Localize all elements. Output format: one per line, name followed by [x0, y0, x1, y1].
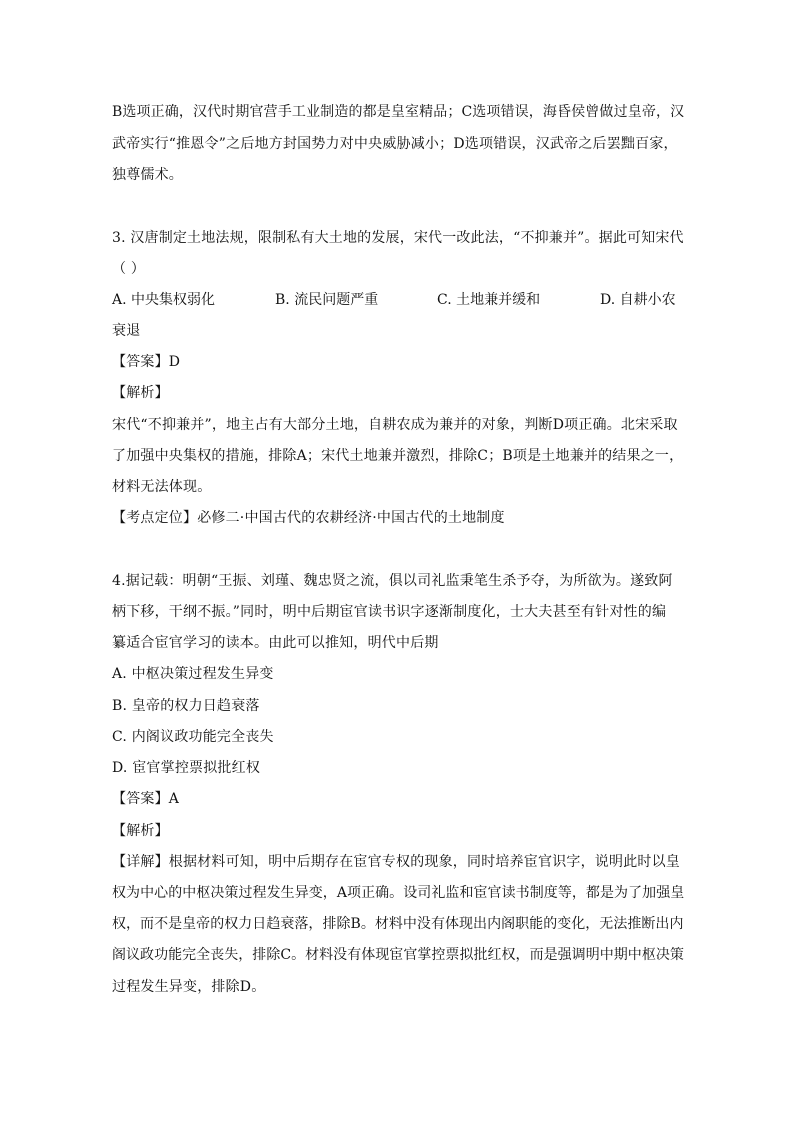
q4-analysis-line-5: 过程发生异变，排除D。: [112, 979, 266, 995]
q3-option-c: C. 土地兼并缓和: [437, 292, 541, 308]
q3-option-a: A. 中央集权弱化: [112, 292, 216, 308]
q3-option-b: B. 流民问题严重: [275, 292, 379, 308]
q3-stem-line-1: 3. 汉唐制定土地法规，限制私有大土地的发展，宋代一改此法，“不抑兼并”。据此可知宋代: [112, 230, 684, 246]
q3-options-row: [112, 291, 684, 309]
q4-option-d: D. 宦官掌控票拟批红权: [112, 760, 261, 776]
q4-option-b: B. 皇帝的权力日趋衰落: [112, 698, 260, 714]
q3-stem-line-2: （ ）: [112, 261, 146, 277]
q4-option-c: C. 内阁议政功能完全丧失: [112, 729, 274, 745]
q3-knowledge-point: 【考点定位】必修二·中国古代的农耕经济·中国古代的土地制度: [112, 510, 505, 526]
q3-option-d-continued: 衰退: [112, 323, 141, 339]
q4-stem-line-3: 纂适合宦官学习的读本。由此可以推知，明代中后期: [112, 635, 439, 651]
q4-analysis-line-3: 权，而不是皇帝的权力日趋衰落，排除B。材料中没有体现出内阁职能的变化，无法推断出内: [112, 916, 684, 932]
q4-stem-line-2: 柄下移，干纲不振。”同时，明中后期宦官读书识字逐渐制度化，士大夫甚至有针对性的编: [112, 604, 667, 620]
q3-option-d: D. 自耕小农: [600, 292, 676, 308]
q2-analysis-line-2: 武帝实行“推恩令”之后地方封国势力对中央威胁减小；D选项错误，汉武帝之后罢黜百家，: [112, 136, 678, 152]
q4-analysis-line-2: 权为中心的中枢决策过程发生异变，A项正确。设司礼监和宦官读书制度等，都是为了加强皇: [112, 885, 685, 901]
q3-analysis-label: 【解析】: [112, 385, 169, 401]
q4-analysis-line-4: 阁议政功能完全丧失，排除C。材料没有体现宦官掌控票拟批红权，而是强调明中期中枢决策: [112, 947, 684, 963]
q3-analysis-line-2: 了加强中央集权的措施，排除A；宋代土地兼并激烈，排除C；B项是土地兼并的结果之一，: [112, 448, 684, 464]
q3-analysis-line-3: 材料无法体现。: [112, 479, 212, 495]
q2-analysis-line-1: B选项正确，汉代时期官营手工业制造的都是皇室精品；C选项错误，海昏侯曾做过皇帝，汉: [112, 104, 685, 120]
q4-answer: 【答案】A: [112, 791, 180, 807]
q2-analysis-line-3: 独尊儒术。: [112, 167, 183, 183]
q3-answer: 【答案】D: [112, 354, 181, 370]
q3-analysis-line-1: 宋代“不抑兼并”，地主占有大部分土地，自耕农成为兼并的对象，判断D项正确。北宋采取: [112, 417, 678, 433]
q4-analysis-label: 【解析】: [112, 823, 169, 839]
q4-analysis-line-1: 【详解】根据材料可知，明中后期存在宦官专权的现象，同时培养宦官识字，说明此时以皇: [112, 854, 680, 870]
q4-stem-line-1: 4.据记载：明朝“王振、刘瑾、魏忠贤之流，俱以司礼监秉笔生杀予夺，为所欲为。遂致阿: [112, 573, 673, 589]
q4-option-a: A. 中枢决策过程发生异变: [112, 666, 274, 682]
